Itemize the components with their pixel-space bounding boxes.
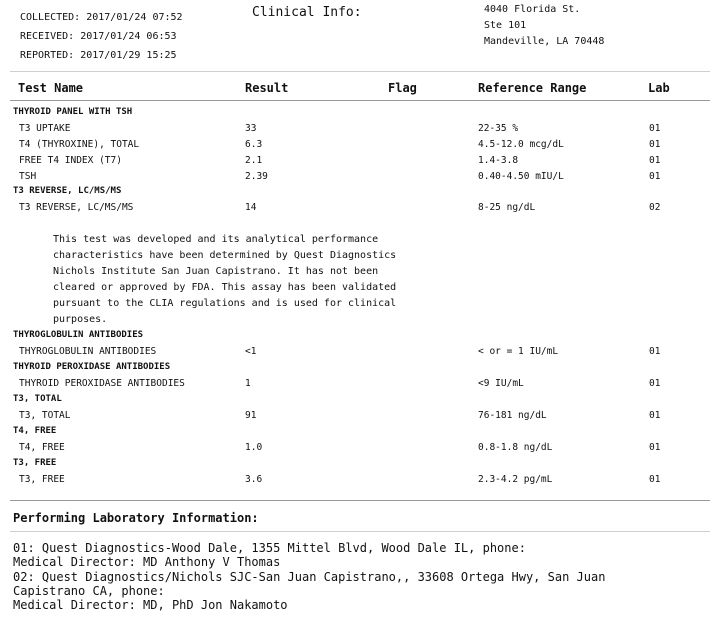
panel-title: THYROID PANEL WITH TSH [13,107,133,117]
performing-lab-line: Medical Director: MD, PhD Jon Nakamoto [13,598,288,612]
performing-lab-line: 02: Quest Diagnostics/Nichols SJC-San Juan Capistrano,, 33608 Ortega Hwy, San Juan [13,570,606,584]
test-name: T3 UPTAKE [19,123,71,134]
col-reference-range: Reference Range [478,81,587,95]
test-result: 14 [245,202,257,213]
test-lab: 01 [649,171,661,182]
test-name: T3, TOTAL [19,410,71,421]
test-lab: 01 [649,346,661,357]
test-name: T3, FREE [19,474,65,485]
note-line: cleared or approved by FDA. This assay has been validated [53,282,397,293]
note-line: characteristics have been determined by Quest Diagnostics [53,250,397,261]
address-line-2: Ste 101 [484,20,527,31]
panel-title: T4, FREE [13,426,57,436]
header-top-rule [10,71,710,72]
test-result: 1.0 [245,442,263,453]
test-result: 33 [245,123,257,134]
test-lab: 01 [649,410,661,421]
panel-title: T3, TOTAL [13,394,62,404]
panel-title: THYROID PEROXIDASE ANTIBODIES [13,362,171,372]
panel-title: T3 REVERSE, LC/MS/MS [13,186,122,196]
test-result: 6.3 [245,139,263,150]
note-line: This test was developed and its analytical performance [53,234,379,245]
test-lab: 01 [649,155,661,166]
col-result: Result [245,81,289,95]
test-lab: 01 [649,123,661,134]
address-line-3: Mandeville, LA 70448 [484,36,605,47]
test-range: 8-25 ng/dL [478,202,536,213]
test-name: THYROID PEROXIDASE ANTIBODIES [19,378,185,389]
note-line: Nichols Institute San Juan Capistrano. It has not been [53,266,379,277]
performing-lab-line: Capistrano CA, phone: [13,584,165,598]
test-result: 91 [245,410,257,421]
col-test-name: Test Name [18,81,84,95]
performing-lab-line: Medical Director: MD Anthony V Thomas [13,555,281,569]
test-name: FREE T4 INDEX (T7) [19,155,122,166]
footer-title-rule [10,531,710,532]
address-line-1: 4040 Florida St. [484,4,581,15]
panel-title: T3, FREE [13,458,57,468]
test-range: < or = 1 IU/mL [478,346,559,357]
test-range: 76-181 ng/dL [478,410,547,421]
received-date: RECEIVED: 2017/01/24 06:53 [20,31,177,42]
test-name: THYROGLOBULIN ANTIBODIES [19,346,157,357]
test-result: 2.39 [245,171,268,182]
collected-date: COLLECTED: 2017/01/24 07:52 [20,12,183,23]
performing-lab-line: 01: Quest Diagnostics-Wood Dale, 1355 Mittel Blvd, Wood Dale IL, phone: [13,541,526,555]
reported-date: REPORTED: 2017/01/29 15:25 [20,50,177,61]
test-range: 4.5-12.0 mcg/dL [478,139,564,150]
panel-title: THYROGLOBULIN ANTIBODIES [13,330,144,340]
test-lab: 01 [649,139,661,150]
test-range: 1.4-3.8 [478,155,519,166]
test-lab: 02 [649,202,661,213]
test-lab: 01 [649,474,661,485]
test-range: 22-35 % [478,123,519,134]
test-result: <1 [245,346,257,357]
test-range: 0.8-1.8 ng/dL [478,442,553,453]
test-name: T4 (THYROXINE), TOTAL [19,139,140,150]
test-name: TSH [19,171,37,182]
col-flag: Flag [388,81,417,95]
performing-lab-title: Performing Laboratory Information: [13,511,259,525]
test-name: T4, FREE [19,442,65,453]
note-line: pursuant to the CLIA regulations and is used for clinical [53,298,397,309]
test-lab: 01 [649,442,661,453]
header-bottom-rule [10,100,710,101]
clinical-info-label: Clinical Info: [252,5,362,20]
test-range: 2.3-4.2 pg/mL [478,474,553,485]
footer-top-rule [10,500,710,501]
test-range: 0.40-4.50 mIU/L [478,171,564,182]
test-result: 1 [245,378,251,389]
note-line: purposes. [53,314,108,325]
test-lab: 01 [649,378,661,389]
test-range: <9 IU/mL [478,378,524,389]
col-lab: Lab [648,81,670,95]
test-result: 3.6 [245,474,263,485]
test-result: 2.1 [245,155,263,166]
test-name: T3 REVERSE, LC/MS/MS [19,202,134,213]
